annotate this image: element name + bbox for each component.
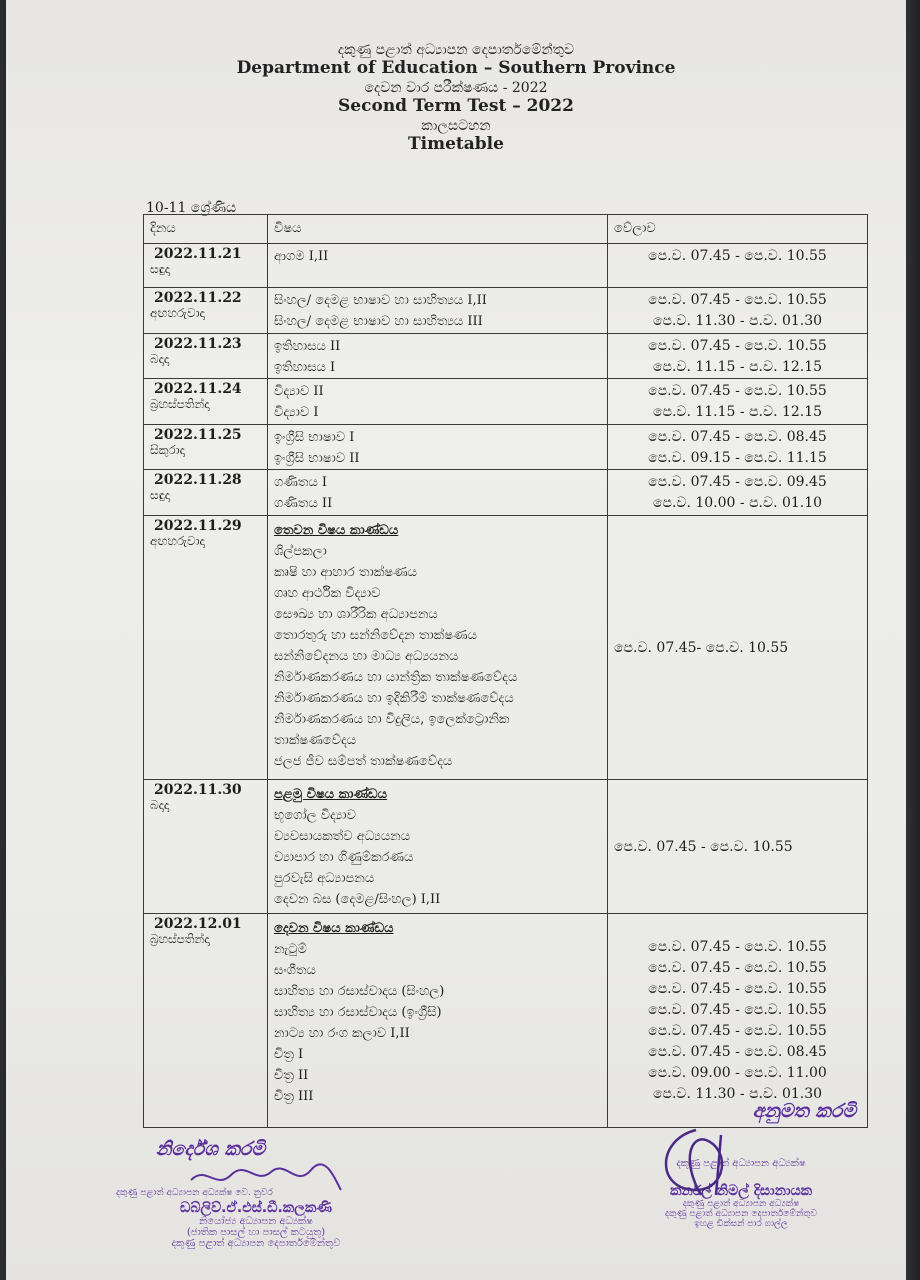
time-slot: පෙ.ව. 10.00 - ප.ව. 01.10 (652, 495, 823, 511)
signatory-name: ඩබ්ලිව්.ඒ.එස්.ඩී.කලකණි (180, 1200, 332, 1216)
time-slot: පෙ.ව. 07.45 - පෙ.ව. 10.55 (648, 248, 827, 264)
signatory-name: කර්නල් නිමල් දිසානායක (669, 1183, 813, 1199)
time-slot: පෙ.ව. 11.15 - ප.ව. 12.15 (652, 404, 823, 420)
subject: ආගම I,II (274, 249, 329, 264)
stamp-line: දකුණු පළාත් අධ්‍යාපන අධ්‍යක්ෂ (682, 1199, 800, 1209)
stamp-line: දකුණු පළාත් අධ්‍යාපන අධ්‍යක්ෂ (676, 1158, 806, 1169)
subject: නිර්මාණකරණය හා ඉදිකිරීම් තාක්ෂණවේදය (274, 691, 514, 706)
subject: දෙවන බස (දෙමළ/සිංහල) I,II (274, 892, 441, 907)
subject: ගණිතය I (274, 475, 328, 490)
row-date: 2022.12.01 (154, 916, 242, 932)
grade-label: 10-11 ශ්‍රේණිය (146, 200, 237, 216)
subject: භූගෝල විද්‍යාව (274, 808, 356, 823)
subject: ගණිතය II (274, 496, 333, 511)
time-slot: පෙ.ව. 07.45 - පෙ.ව. 10.55 (648, 960, 827, 976)
timetable (143, 214, 868, 1128)
subject: ගෘහ ආර්ථික විද්‍යාව (274, 586, 381, 601)
background-edge (906, 0, 920, 1280)
basket-heading: තෙවන විෂය කාණ්ඩය (274, 523, 399, 538)
table-row (144, 470, 868, 516)
time-slot: පෙ.ව. 07.45 - පෙ.ව. 10.55 (614, 838, 793, 855)
subject: ජලජ ජීව සම්පත් තාක්ෂණවේදය (274, 754, 453, 769)
table-header-row (144, 215, 868, 244)
row-date: 2022.11.29 (154, 518, 242, 534)
time-slot: පෙ.ව. 11.30 - ප.ව. 01.30 (652, 313, 823, 329)
subject: චිත්‍ර II (274, 1068, 309, 1083)
subject: සාහිත්‍ය හා රසාස්වාදය (සිංහල) (274, 984, 445, 999)
row-date: 2022.11.21 (154, 246, 242, 262)
time-slot: පෙ.ව. 07.45 - පෙ.ව. 10.55 (648, 1023, 827, 1039)
table-row (144, 425, 868, 470)
subject: නාට්‍ය හා රංග කලාව I,II (274, 1026, 410, 1041)
time-slot: පෙ.ව. 11.15 - ප.ව. 12.15 (652, 359, 823, 375)
subject: සිංහල/ දෙමළ භාෂාව හා සාහිත්‍යය I,II (274, 293, 487, 308)
department-name-si: දකුණු පළාත් අධ්‍යාපන දෙපාර්තමේන්තුව (337, 42, 575, 58)
stamp-line: (ජාතික පාසල් හා පාසල් කටයුතු) (186, 1227, 326, 1238)
row-day: බ්‍රහස්පතින්දා (150, 932, 210, 946)
timetable-title-en: Timetable (408, 134, 504, 154)
approval-stamp (606, 1100, 876, 1229)
row-date: 2022.11.24 (154, 381, 242, 397)
table-row (144, 288, 868, 334)
row-day: බ්‍රහස්පතින්දා (150, 397, 210, 411)
stamp-line: දකුණු පළාත් අධ්‍යාපන අධ්‍යක්ෂ වෙ. නුවර (116, 1188, 273, 1198)
row-date: 2022.11.23 (154, 336, 242, 352)
subject: කෘෂි හා ආහාර තාක්ෂණය (274, 565, 418, 580)
subject: සන්නිවේදනය හා මාධ්‍ය අධ්‍යයනය (274, 649, 459, 664)
time-slot: පෙ.ව. 07.45 - පෙ.ව. 10.55 (648, 383, 827, 399)
signature-right (636, 1120, 756, 1200)
subject: තාක්ෂණවේදය (274, 733, 357, 748)
time-slot: පෙ.ව. 07.45 - පෙ.ව. 10.55 (648, 338, 827, 354)
stamp-line: දකුණු පළාත් අධ්‍යාපන දෙපාර්තමේන්තුව (665, 1209, 817, 1219)
subject: සංගීතය (274, 963, 316, 978)
subject: ව්‍යාපාර හා ගිණුම්කරණය (274, 850, 414, 865)
row-day: බදාදා (150, 352, 170, 366)
subject: විද්‍යාව I (274, 405, 319, 420)
row-day: සිකුරාදා (150, 443, 185, 457)
column-header-date: දිනය (144, 215, 268, 244)
time-slot: පෙ.ව. 09.00 - පෙ.ව. 11.00 (648, 1065, 827, 1081)
subject: තොරතුරු හා සන්නිවේදන තාක්ෂණය (274, 628, 477, 643)
test-name-en: Second Term Test – 2022 (338, 96, 574, 116)
time-slot: පෙ.ව. 07.45 - පෙ.ව. 08.45 (648, 1044, 827, 1060)
row-day: අඟහරුවාදා (150, 534, 205, 548)
table-row (144, 379, 868, 425)
subject: ඉංග්‍රීසි භාෂාව I (274, 430, 355, 445)
subject: චිත්‍ර III (274, 1089, 314, 1104)
header (6, 42, 906, 154)
document-page (6, 0, 906, 1280)
subject: පුරවැසි අධ්‍යාපනය (274, 871, 375, 886)
table-row-basket1 (144, 780, 868, 914)
row-date: 2022.11.30 (154, 782, 242, 798)
timetable-title-si: කාලසටහන (421, 118, 491, 134)
time-slot: පෙ.ව. 09.15 - පෙ.ව. 11.15 (648, 450, 827, 466)
column-header-subject: විෂය (268, 215, 608, 244)
table-row-basket2 (144, 914, 868, 1128)
subject: විද්‍යාව II (274, 384, 324, 399)
basket-heading: දෙවන විෂය කාණ්ඩය (274, 921, 394, 936)
subject: චිත්‍ර I (274, 1047, 304, 1062)
stamp-line: ඉහළ ඩික්සන් පාර ගාල්ල (694, 1219, 788, 1229)
subject: ශිල්පකලා (274, 544, 327, 559)
column-header-time: වේලාව (608, 215, 868, 244)
time-slot: පෙ.ව. 07.45 - පෙ.ව. 09.45 (648, 474, 827, 490)
table-row (144, 334, 868, 379)
subject: ව්‍යවසායකත්ව අධ්‍යයනය (274, 829, 411, 844)
time-slot: පෙ.ව. 07.45 - පෙ.ව. 08.45 (648, 429, 827, 445)
row-day: සඳුදා (150, 488, 171, 502)
stamp-line: නියෝජ්‍ය අධ්‍යාපන අධ්‍යක්ෂ (199, 1216, 313, 1227)
table-row-basket3 (144, 516, 868, 780)
row-day: බදාදා (150, 798, 170, 812)
basket-heading: පළමු විෂය කාණ්ඩය (274, 787, 388, 802)
time-slot: පෙ.ව. 07.45 - පෙ.ව. 10.55 (648, 939, 827, 955)
table-row (144, 244, 868, 288)
approve-heading: අනුමත කරමි (752, 1100, 856, 1122)
stamp-line: දකුණු පළාත් අධ්‍යාපන දෙපාර්තමේන්තුව (171, 1238, 341, 1249)
subject: සිංහල/ දෙමළ භාෂාව හා සාහිත්‍යය III (274, 314, 483, 329)
time-slot: පෙ.ව. 07.45 - පෙ.ව. 10.55 (648, 1002, 827, 1018)
subject: ඉංග්‍රීසි භාෂාව II (274, 451, 360, 466)
recommendation-stamp (116, 1138, 396, 1249)
signature-left (186, 1160, 346, 1200)
subject: ඉතිහාසය I (274, 360, 336, 375)
row-day: සඳුදා (150, 262, 171, 276)
row-date: 2022.11.25 (154, 427, 242, 443)
time-slot: පෙ.ව. 07.45 - පෙ.ව. 10.55 (648, 292, 827, 308)
subject: ඉතිහාසය II (274, 339, 341, 354)
row-date: 2022.11.22 (154, 290, 242, 306)
recommend-heading: නිර්දේශ කරමි (156, 1138, 266, 1160)
subject: නිර්මාණකරණය හා යාන්ත්‍රික තාක්ෂණවේදය (274, 670, 518, 685)
row-date: 2022.11.28 (154, 472, 242, 488)
row-day: අඟහරුවාදා (150, 306, 205, 320)
subject: සාහිත්‍ය හා රසාස්වාදය (ඉංග්‍රීසි) (274, 1005, 442, 1020)
subject: සෞඛ්‍ය හා ශාරීරික අධ්‍යාපනය (274, 607, 438, 622)
time-slot: පෙ.ව. 07.45- පෙ.ව. 10.55 (614, 639, 789, 656)
department-name-en: Department of Education – Southern Province (236, 58, 676, 78)
time-slot: පෙ.ව. 11.30 - ප.ව. 01.30 (652, 1086, 823, 1102)
subject: නිර්මාණකරණය හා විදුලිය, ඉලෙක්ට්‍රොනික (274, 712, 510, 727)
subject: නැටුම් (274, 942, 307, 957)
test-name-si: දෙවන වාර පරීක්ෂණය - 2022 (364, 80, 548, 96)
time-slot: පෙ.ව. 07.45 - පෙ.ව. 10.55 (648, 981, 827, 997)
